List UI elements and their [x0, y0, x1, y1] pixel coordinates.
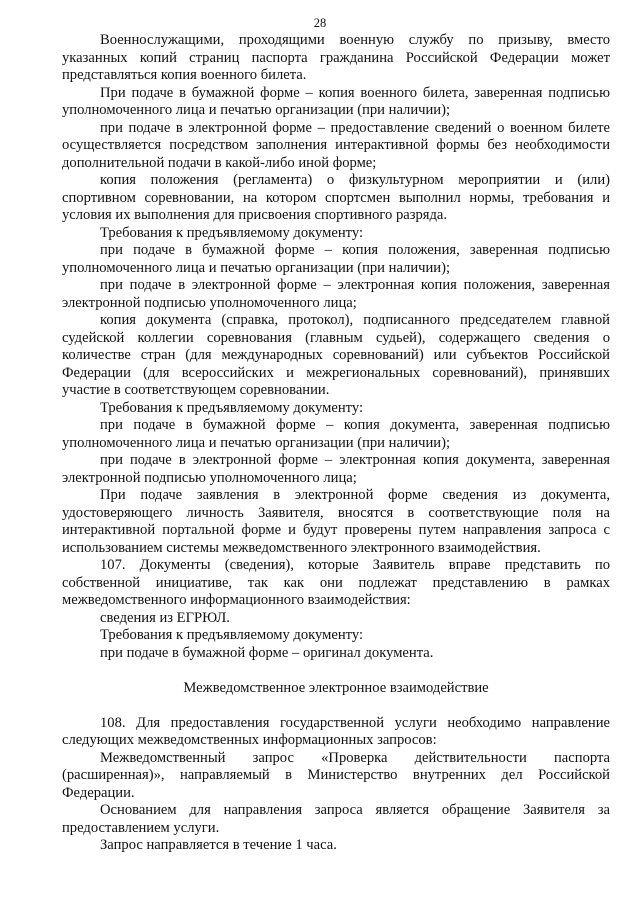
paragraph: копия документа (справка, протокол), подписанного председателем главной судейской коллегии соревнования (главным судьей), содержащего сведения о количестве стран (для международных соревнований) или субъектов Российской Федерации (для всероссийских и межрегиональных соревнований), принявших участие в соответствующем соревновании.: [62, 312, 610, 398]
paragraph: Основанием для направления запроса является обращение Заявителя за предоставлением услуги.: [62, 802, 610, 836]
paragraph: Военнослужащими, проходящими военную службу по призыву, вместо указанных копий страниц паспорта гражданина Российской Федерации может представляться копия военного билета.: [62, 32, 610, 83]
section-heading: Межведомственное электронное взаимодействие: [183, 680, 489, 696]
paragraph: при подаче в электронной форме – электронная копия документа, заверенная электронной подписью уполномоченного лица;: [62, 452, 610, 486]
paragraph: Запрос направляется в течение 1 часа.: [100, 837, 337, 853]
page-number: 28: [313, 16, 327, 30]
paragraph: при подаче в бумажной форме – копия документа, заверенная подписью уполномоченного лица и печатью организации (при наличии);: [62, 417, 610, 451]
paragraph: сведения из ЕГРЮЛ.: [100, 609, 230, 626]
paragraph: при подаче в электронной форме – предоставление сведений о военном билете осуществляется посредством заполнения интерактивной формы без необходимости дополнительной подачи в какой-либо иной форме;: [62, 119, 610, 171]
paragraph: Требования к предъявляемому документу:: [100, 627, 364, 643]
paragraph: при подаче в бумажной форме – копия положения, заверенная подписью уполномоченного лица и печатью организации (при наличии);: [62, 242, 610, 276]
paragraph: при подаче в электронной форме – электронная копия положения, заверенная электронной подписью уполномоченного лица;: [62, 277, 610, 311]
paragraph: При подаче заявления в электронной форме сведения из документа, удостоверяющего личность Заявителя, вносятся в соответствующие поля на интерактивной портальной форме и будут проверены путем направления запроса с использованием системы межведомственного электронного взаимодействия.: [62, 487, 610, 556]
document-body: [62, 32, 610, 855]
paragraph: 108. Для предоставления государственной услуги необходимо направление следующих межведомственных информационных запросов:: [62, 714, 610, 748]
paragraph: копия положения (регламента) о физкультурном мероприятии и (или) спортивном соревновании, на котором спортсмен выполнил нормы, требования и условия их выполнения для присвоения спортивного разряда.: [62, 172, 610, 223]
paragraph: При подаче в бумажной форме – копия военного билета, заверенная подписью уполномоченного лица и печатью организации (при наличии);: [62, 84, 610, 118]
paragraph: Межведомственный запрос «Проверка действительности паспорта (расширенная)», направляемый в Министерство внутренних дел Российской Федерации.: [62, 749, 610, 801]
paragraph: Требования к предъявляемому документу:: [100, 399, 364, 416]
paragraph: Требования к предъявляемому документу:: [100, 224, 364, 241]
paragraph: при подаче в бумажной форме – оригинал документа.: [100, 644, 434, 661]
paragraph: 107. Документы (сведения), которые Заявитель вправе представить по собственной инициативе, так как они подлежат представлению в рамках межведомственного информационного взаимодействия:: [62, 557, 610, 608]
